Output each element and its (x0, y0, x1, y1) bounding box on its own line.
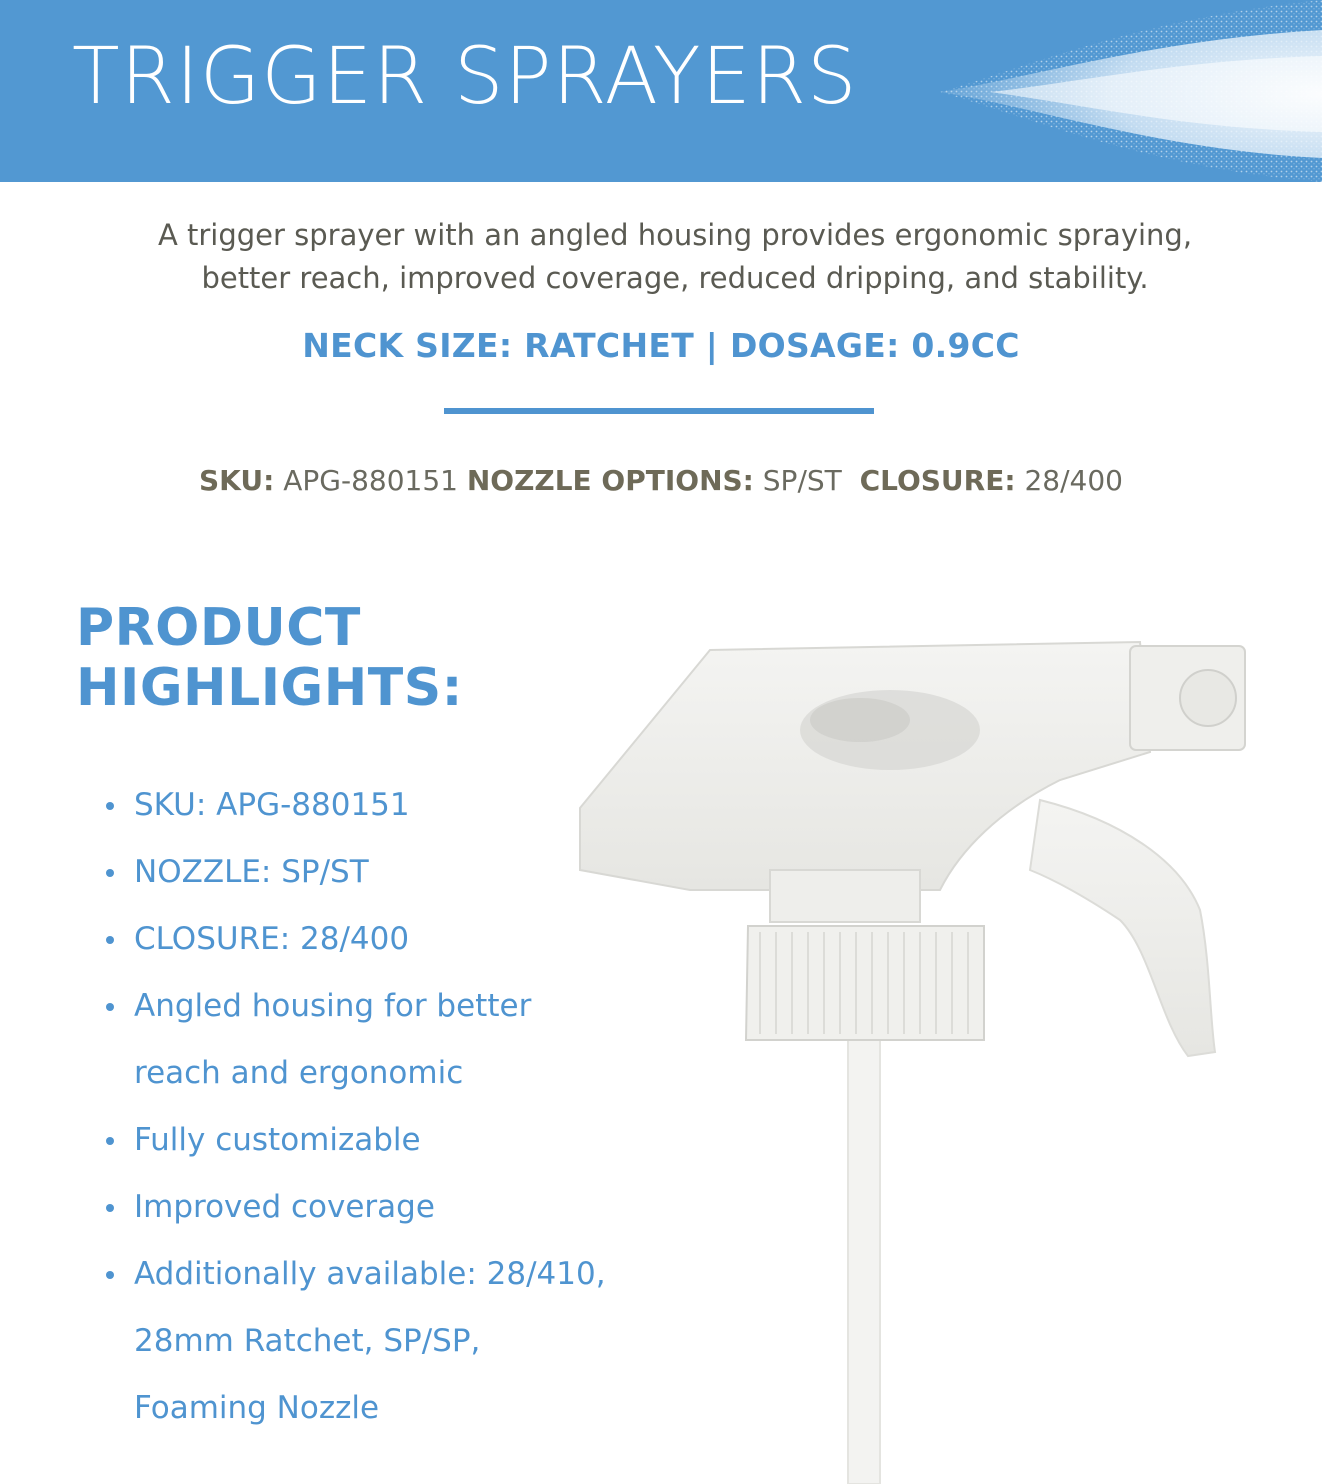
highlights-heading-line: PRODUCT (76, 598, 361, 658)
bullet-icon (106, 1271, 114, 1279)
highlight-text: Fully customizable (134, 1122, 421, 1158)
page-title: TRIGGER SPRAYERS (72, 32, 858, 122)
highlight-text: CLOSURE: 28/400 (134, 921, 410, 957)
highlight-text: Angled housing for better (134, 988, 532, 1024)
bullet-icon (106, 1204, 114, 1212)
sku-label: SKU: (199, 464, 275, 497)
highlight-text: reach and ergonomic (134, 1055, 464, 1091)
header-banner (0, 0, 1322, 182)
bullet-icon (106, 936, 114, 944)
nozzle-label: NOZZLE OPTIONS: (466, 464, 754, 497)
bullet-icon (106, 802, 114, 810)
trigger-sprayer-image (560, 620, 1300, 1484)
bullet-icon (106, 1137, 114, 1145)
sku-value: APG-880151 (283, 464, 458, 497)
neck-dosage-spec: NECK SIZE: RATCHET | DOSAGE: 0.9CC (302, 326, 1020, 365)
section-divider (444, 408, 874, 414)
nozzle-value: SP/ST (762, 464, 842, 497)
highlight-text: Additionally available: 28/410, (134, 1256, 606, 1292)
highlight-text: Improved coverage (134, 1189, 435, 1225)
highlight-text: Foaming Nozzle (134, 1390, 380, 1426)
sku-summary (0, 464, 1322, 497)
spray-mist-graphic (930, 0, 1322, 182)
closure-value: 28/400 (1024, 464, 1123, 497)
highlight-text: 28mm Ratchet, SP/SP, (134, 1323, 481, 1359)
bullet-icon (106, 1003, 114, 1011)
closure-label: CLOSURE: (859, 464, 1016, 497)
highlight-text: NOZZLE: SP/ST (134, 854, 369, 890)
highlights-heading-line: HIGHLIGHTS: (76, 658, 463, 718)
intro-line: better reach, improved coverage, reduced dripping, and stability. (201, 261, 1149, 295)
intro-paragraph (100, 214, 1250, 300)
intro-line: A trigger sprayer with an angled housing provides ergonomic spraying, (157, 218, 1193, 252)
bullet-icon (106, 869, 114, 877)
highlight-text: SKU: APG-880151 (134, 787, 410, 823)
highlights-heading (76, 598, 596, 718)
